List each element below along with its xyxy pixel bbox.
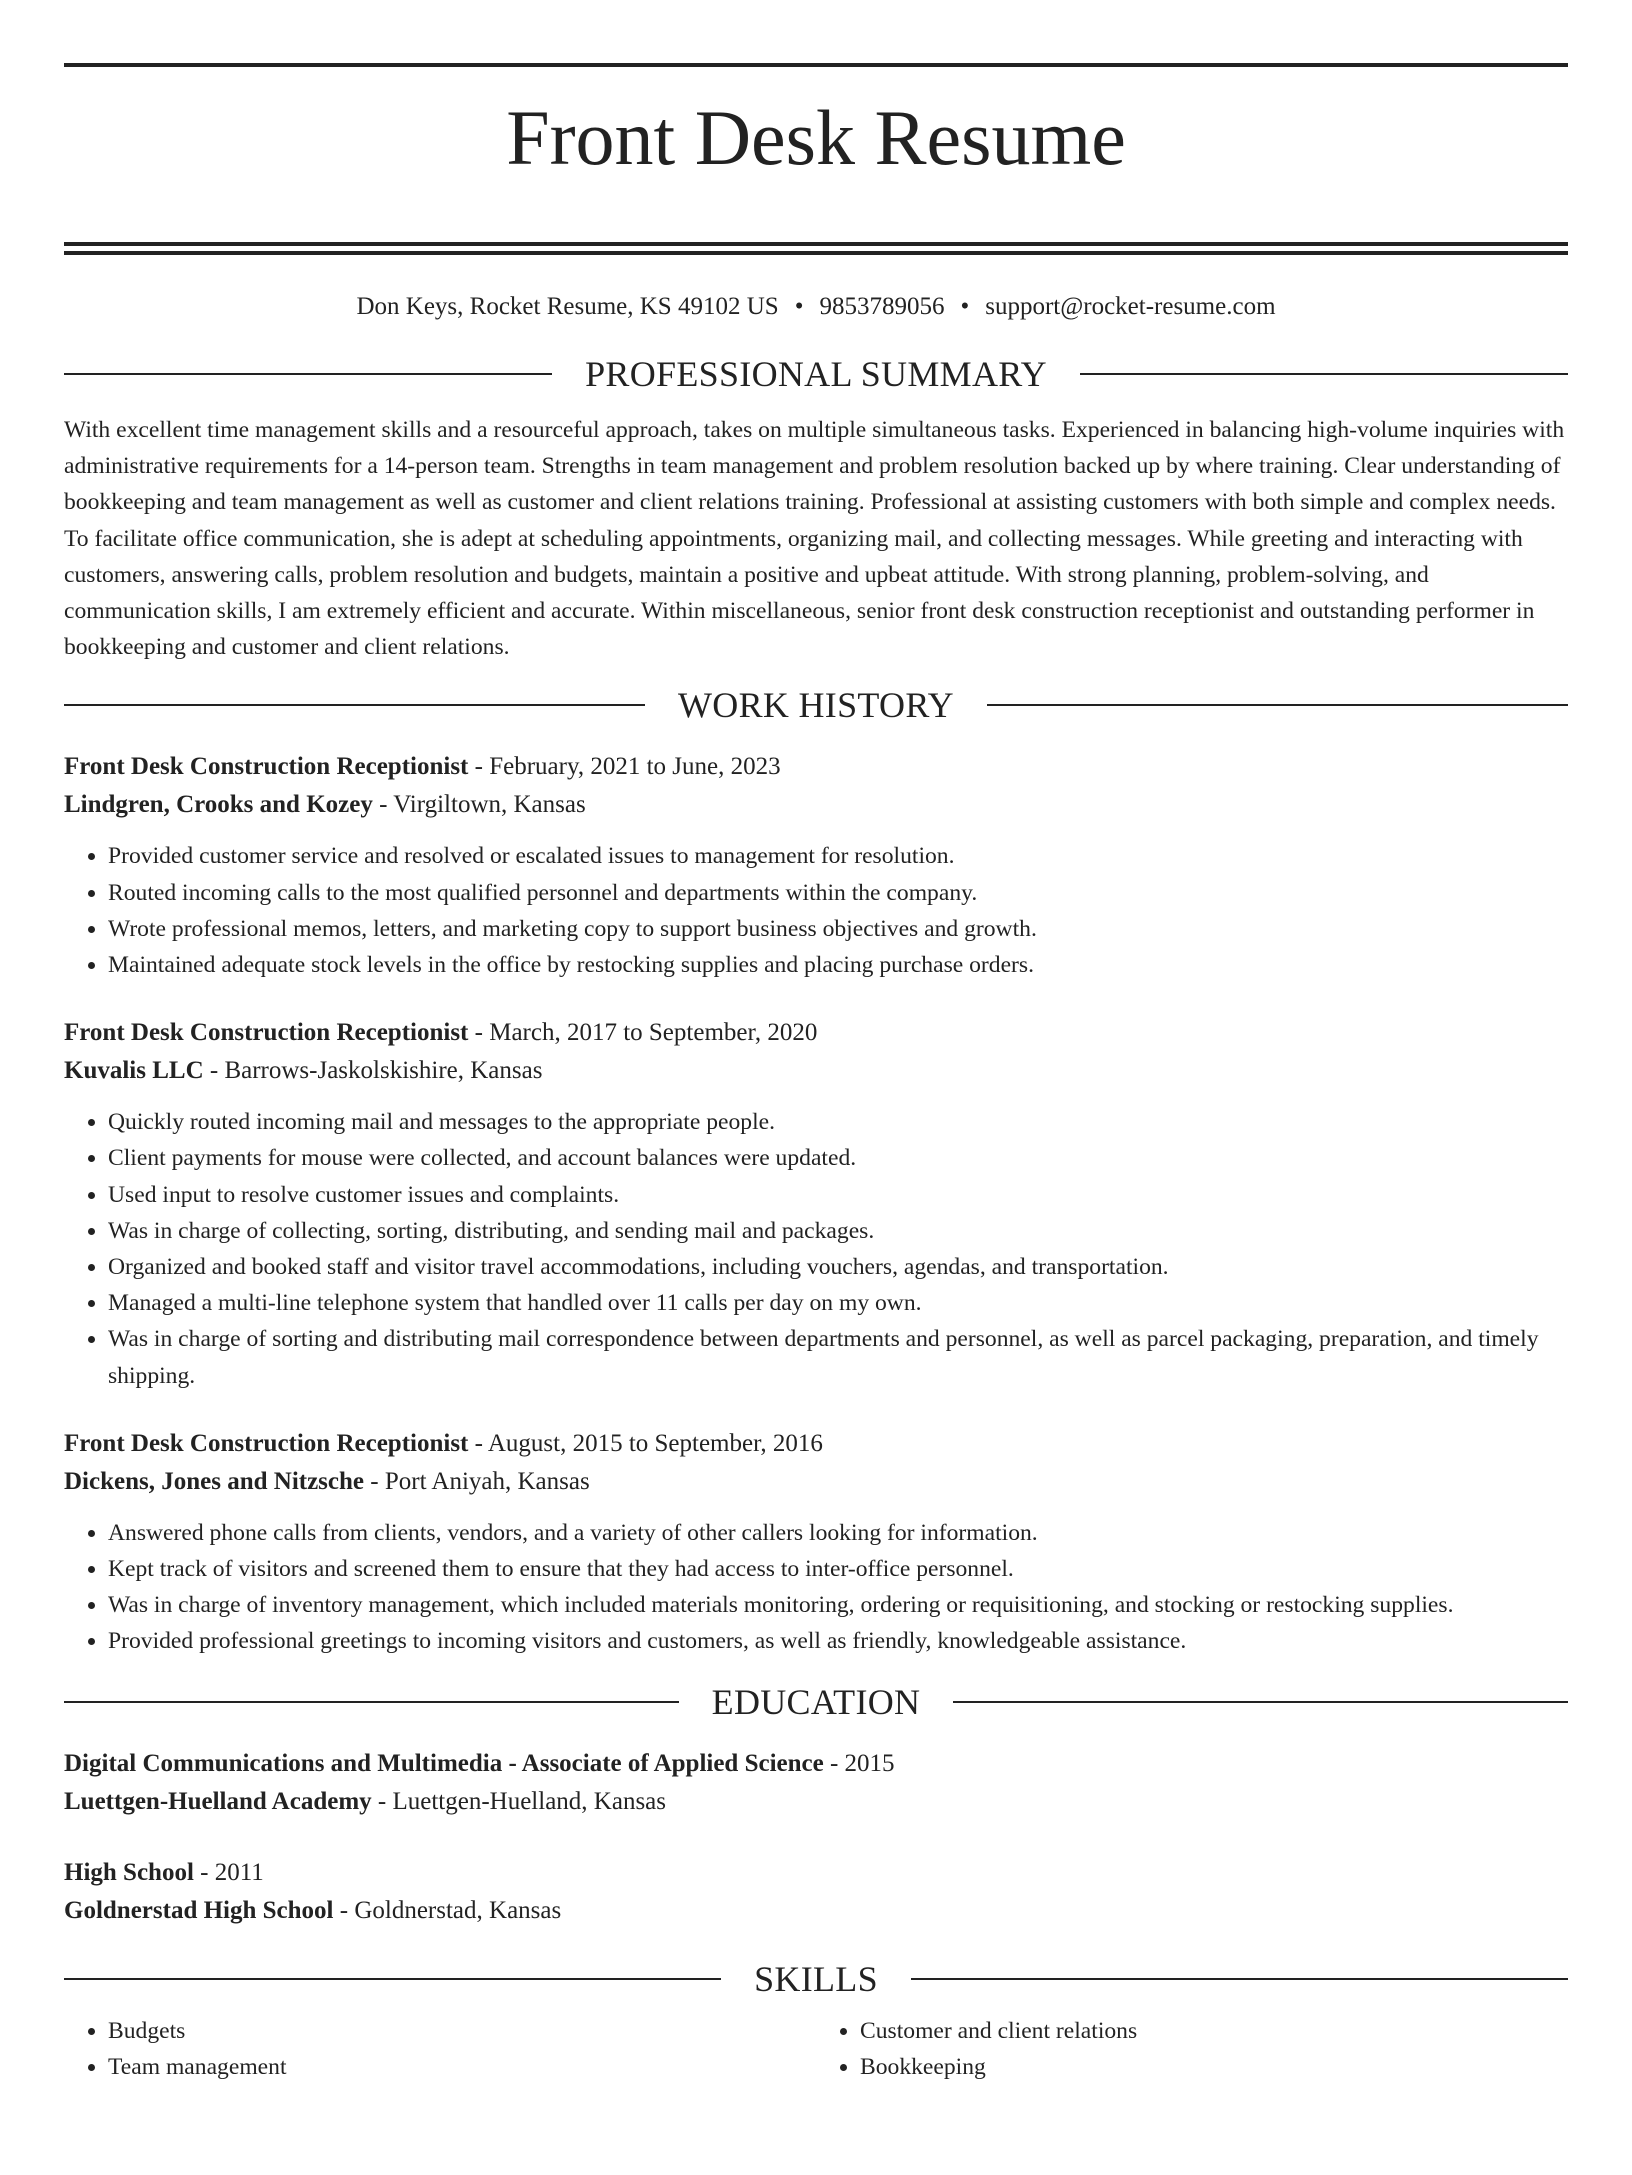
skills-list — [64, 2013, 1568, 2085]
education-degree-line — [64, 1854, 1568, 1892]
job-entry — [64, 1014, 1568, 1394]
skill-item: • Bookkeeping — [860, 2049, 1568, 2085]
skill-item: • Customer and client relations — [860, 2013, 1568, 2049]
skills-column-right — [816, 2013, 1568, 2085]
job-title: Front Desk Construction Receptionist — [64, 1429, 469, 1457]
education-entry — [64, 1854, 1568, 1930]
divider-line — [1080, 373, 1568, 375]
job-title-line — [64, 1014, 1568, 1052]
job-title-line — [64, 748, 1568, 786]
skill-item: • Budgets — [108, 2013, 816, 2049]
summary-text: With excellent time management skills and a resourceful approach, takes on multiple simultaneous tasks. Experienced in balancing high-volume inquiries with administrative requirements for a 14-person team. Strengths in team management and problem resolution backed up by where training. Clear understanding of bookkeeping and team management as well as customer and client relations training. Professional at assisting customers with both simple and complex needs. To facilitate office communication, she is adept at scheduling appointments, organizing mail, and collecting messages. While greeting and interacting with customers, answering calls, problem resolution and budgets, maintain a positive and upbeat attitude. With strong planning, problem-solving, and communication skills, I am extremely efficient and accurate. Within miscellaneous, senior front desk construction receptionist and outstanding performer in bookkeeping and customer and client relations. — [64, 417, 1565, 661]
section-title-summary: PROFESSIONAL SUMMARY — [585, 354, 1047, 394]
job-location: - Barrows-Jaskolskishire, Kansas — [203, 1057, 543, 1085]
list-item: • Was in charge of inventory management, which included materials monitoring, ordering or requisitioning, and stocking or restocking supplies. — [108, 1587, 1568, 1623]
job-title-line — [64, 1425, 1568, 1463]
divider-line — [64, 1701, 679, 1703]
list-item: • Client payments for mouse were collected, and account balances were updated. — [108, 1140, 1568, 1176]
job-bullets — [64, 1515, 1568, 1660]
skills-column-left — [64, 2013, 816, 2085]
education-degree: High School — [64, 1858, 194, 1886]
job-entry — [64, 1425, 1568, 1660]
contact-line — [64, 292, 1568, 322]
list-item: • Answered phone calls from clients, vendors, and a variety of other callers looking for information. — [108, 1515, 1568, 1551]
job-title: Front Desk Construction Receptionist — [64, 1019, 469, 1047]
section-title-skills: SKILLS — [754, 1958, 878, 1999]
section-header-education — [64, 1682, 1568, 1722]
job-entry — [64, 748, 1568, 983]
job-dates: - March, 2017 to September, 2020 — [468, 1019, 818, 1047]
title-rule-upper — [64, 242, 1568, 246]
contact-separator: • — [960, 293, 970, 320]
section-header-skills — [64, 1959, 1568, 1999]
divider-line — [987, 704, 1568, 706]
job-dates: - February, 2021 to June, 2023 — [468, 753, 781, 781]
education-location: - Goldnerstad, Kansas — [333, 1896, 562, 1924]
resume-page — [0, 63, 1632, 2175]
divider-line — [64, 1978, 721, 1980]
education-year: - 2011 — [193, 1858, 264, 1886]
list-item: • Was in charge of collecting, sorting, distributing, and sending mail and packages. — [108, 1213, 1568, 1249]
education-location: - Luettgen-Huelland, Kansas — [371, 1787, 667, 1815]
job-company: Kuvalis LLC — [64, 1057, 204, 1085]
job-company-line — [64, 1463, 1568, 1501]
list-item: • Used input to resolve customer issues and complaints. — [108, 1177, 1568, 1213]
list-item: • Kept track of visitors and screened them to ensure that they had access to inter-office personnel. — [108, 1551, 1568, 1587]
job-dates: - August, 2015 to September, 2016 — [468, 1429, 823, 1457]
divider-line — [953, 1701, 1568, 1703]
list-item: • Routed incoming calls to the most qualified personnel and departments within the company. — [108, 875, 1568, 911]
job-company: Dickens, Jones and Nitzsche — [64, 1467, 365, 1495]
title-rule-lower — [64, 251, 1568, 255]
job-company: Lindgren, Crooks and Kozey — [64, 791, 373, 819]
page-title: Front Desk Resume — [506, 94, 1126, 181]
education-school: Luettgen-Huelland Academy — [64, 1787, 372, 1815]
contact-email: support@rocket-resume.com — [985, 293, 1276, 320]
job-location: - Virgiltown, Kansas — [372, 791, 586, 819]
contact-separator: • — [794, 293, 804, 320]
section-header-summary — [64, 354, 1568, 394]
job-company-line — [64, 1052, 1568, 1090]
job-bullets — [64, 838, 1568, 983]
list-item: • Provided professional greetings to incoming visitors and customers, as well as friendly, knowledgeable assistance. — [108, 1623, 1568, 1659]
job-location: - Port Aniyah, Kansas — [364, 1467, 590, 1495]
job-title: Front Desk Construction Receptionist — [64, 753, 469, 781]
contact-address: Don Keys, Rocket Resume, KS 49102 US — [356, 293, 779, 320]
education-school-line — [64, 1783, 1568, 1821]
divider-line — [64, 373, 552, 375]
list-item: • Wrote professional memos, letters, and marketing copy to support business objectives and growth. — [108, 911, 1568, 947]
divider-line — [911, 1978, 1568, 1980]
job-bullets — [64, 1104, 1568, 1394]
list-item: • Provided customer service and resolved or escalated issues to management for resolution. — [108, 838, 1568, 874]
education-school: Goldnerstad High School — [64, 1896, 334, 1924]
education-degree: Digital Communications and Multimedia - Associate of Applied Science — [64, 1749, 824, 1777]
list-item: • Quickly routed incoming mail and messages to the appropriate people. — [108, 1104, 1568, 1140]
top-rule — [64, 63, 1568, 67]
education-school-line — [64, 1892, 1568, 1930]
list-item: • Organized and booked staff and visitor travel accommodations, including vouchers, agendas, and transportation. — [108, 1249, 1568, 1285]
divider-line — [64, 704, 645, 706]
list-item: • Managed a multi-line telephone system that handled over 11 calls per day on my own. — [108, 1285, 1568, 1321]
education-year: - 2015 — [823, 1749, 895, 1777]
section-title-work: WORK HISTORY — [678, 685, 954, 726]
list-item: • Was in charge of sorting and distributing mail correspondence between departments and personnel, as well as parcel packaging, preparation, and timely shipping. — [108, 1321, 1568, 1393]
contact-phone: 9853789056 — [819, 293, 945, 320]
education-degree-line — [64, 1745, 1568, 1783]
section-title-education: EDUCATION — [711, 1681, 921, 1722]
skill-item: • Team management — [108, 2049, 816, 2085]
section-header-work — [64, 685, 1568, 725]
list-item: • Maintained adequate stock levels in the office by restocking supplies and placing purchase orders. — [108, 947, 1568, 983]
job-company-line — [64, 786, 1568, 824]
education-entry — [64, 1745, 1568, 1821]
